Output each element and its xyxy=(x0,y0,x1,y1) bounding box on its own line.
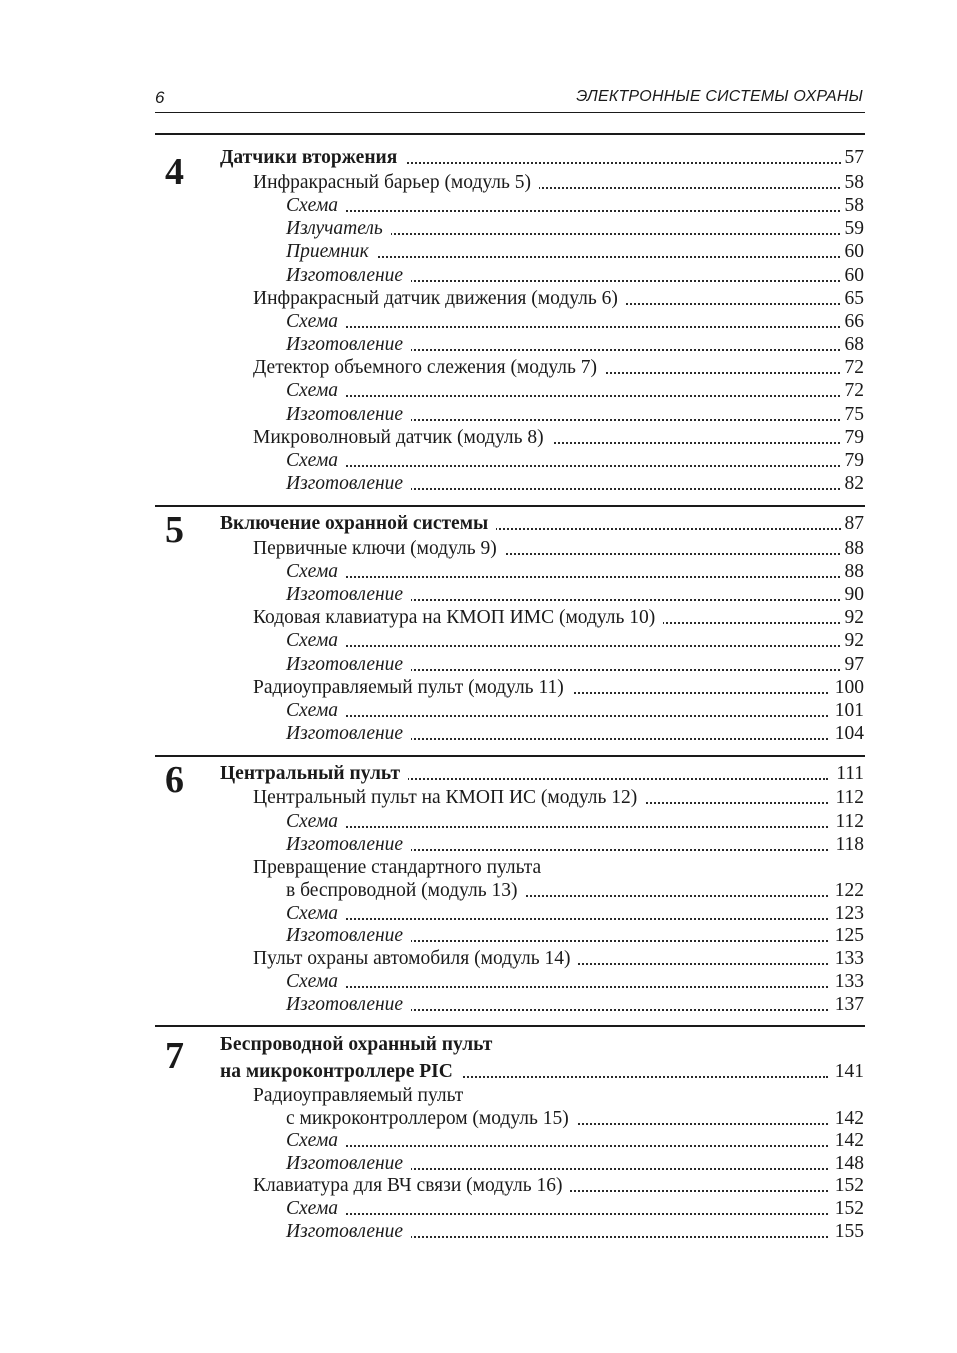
entry-page: 97 xyxy=(841,653,865,676)
entry-title: Изготовление xyxy=(286,1152,411,1175)
entry-page: 59 xyxy=(841,217,865,240)
entry-page: 72 xyxy=(841,379,865,402)
entry-page: 112 xyxy=(831,786,864,809)
toc-subentry xyxy=(286,722,864,745)
dot-leader xyxy=(286,645,844,647)
entry-page: 142 xyxy=(831,1107,864,1130)
entry-page: 111 xyxy=(832,762,864,785)
page-number: 6 xyxy=(155,88,165,107)
chapter-7-rule xyxy=(155,1025,865,1027)
entry-page: 142 xyxy=(831,1129,864,1152)
entry-page: 65 xyxy=(841,287,865,310)
toc-subentry xyxy=(286,1197,864,1220)
toc-chapter-7-title-continued xyxy=(220,1060,864,1083)
dot-leader xyxy=(286,210,844,212)
dot-leader xyxy=(286,395,844,397)
entry-title: Радиоуправляемый пульт (модуль 11) xyxy=(253,676,572,699)
entry-title: Центральный пульт xyxy=(220,762,408,785)
entry-title: на микроконтроллере PIC xyxy=(220,1060,461,1083)
dot-leader xyxy=(286,986,828,988)
toc-entry xyxy=(253,426,864,449)
entry-title: Изготовление xyxy=(286,993,411,1016)
chapter-4-rule xyxy=(155,133,865,135)
entry-page: 72 xyxy=(841,356,865,379)
entry-page: 58 xyxy=(841,171,865,194)
toc-subentry xyxy=(286,217,864,240)
entry-page: 123 xyxy=(831,902,864,925)
entry-page: 88 xyxy=(841,560,865,583)
entry-page: 79 xyxy=(841,426,865,449)
entry-title: Схема xyxy=(286,810,346,833)
entry-page: 141 xyxy=(831,1060,864,1083)
entry-title: Изготовление xyxy=(286,264,411,287)
entry-title: Центральный пульт на КМОП ИС (модуль 12) xyxy=(253,786,645,809)
entry-title: Излучатель xyxy=(286,217,391,240)
dot-leader xyxy=(286,576,844,578)
dot-leader xyxy=(286,1145,828,1147)
entry-page: 155 xyxy=(831,1220,864,1243)
entry-page: 148 xyxy=(831,1152,864,1175)
toc-chapter-4-title xyxy=(220,146,864,169)
entry-page: 58 xyxy=(841,194,865,217)
entry-page: 152 xyxy=(831,1174,864,1197)
entry-title: Схема xyxy=(286,699,346,722)
toc-subentry xyxy=(286,264,864,287)
toc-subentry xyxy=(286,1152,864,1175)
entry-title: Схема xyxy=(286,560,346,583)
entry-title: Инфракрасный барьер (модуль 5) xyxy=(253,171,539,194)
header-rule xyxy=(155,112,865,113)
toc-entry xyxy=(253,1174,864,1197)
entry-page: 92 xyxy=(841,606,865,629)
running-title: ЭЛЕКТРОННЫЕ СИСТЕМЫ ОХРАНЫ xyxy=(576,88,863,105)
toc-subentry xyxy=(286,472,864,495)
entry-page: 66 xyxy=(841,310,865,333)
entry-page: 100 xyxy=(831,676,864,699)
entry-page: 68 xyxy=(841,333,865,356)
entry-title: Изготовление xyxy=(286,924,411,947)
toc-subentry xyxy=(286,403,864,426)
toc-entry xyxy=(253,1084,864,1107)
entry-title: Инфракрасный датчик движения (модуль 6) xyxy=(253,287,626,310)
toc-entry xyxy=(253,356,864,379)
running-header xyxy=(155,88,865,110)
entry-title: Изготовление xyxy=(286,333,411,356)
chapter-6-rule xyxy=(155,755,865,757)
entry-title: Схема xyxy=(286,449,346,472)
entry-title: Схема xyxy=(286,379,346,402)
entry-title: Микроволновый датчик (модуль 8) xyxy=(253,426,552,449)
toc-subentry xyxy=(286,240,864,263)
toc-subentry xyxy=(286,194,864,217)
entry-title: Превращение стандартного пульта xyxy=(253,856,549,879)
toc-chapter-7-title xyxy=(220,1033,864,1056)
entry-title: Беспроводной охранный пульт xyxy=(220,1033,500,1056)
entry-page: 90 xyxy=(841,583,865,606)
entry-title: Схема xyxy=(286,970,346,993)
entry-title: Изготовление xyxy=(286,833,411,856)
toc-subentry xyxy=(286,333,864,356)
entry-title: Изготовление xyxy=(286,722,411,745)
toc-chapter-5-title xyxy=(220,512,864,535)
toc-subentry xyxy=(286,1129,864,1152)
toc-entry xyxy=(253,786,864,809)
toc-subentry xyxy=(286,1220,864,1243)
entry-title: Схема xyxy=(286,629,346,652)
entry-title: Изготовление xyxy=(286,1220,411,1243)
entry-title: Радиоуправляемый пульт xyxy=(253,1084,471,1107)
entry-title: с микроконтроллером (модуль 15) xyxy=(286,1107,577,1130)
toc-subentry xyxy=(286,810,864,833)
toc-entry-continued xyxy=(286,1107,864,1130)
entry-page: 87 xyxy=(841,512,865,535)
entry-page: 101 xyxy=(831,699,864,722)
toc-entry xyxy=(253,171,864,194)
toc-subentry xyxy=(286,699,864,722)
dot-leader xyxy=(286,326,844,328)
toc-entry xyxy=(253,537,864,560)
dot-leader xyxy=(286,715,828,717)
toc-subentry xyxy=(286,379,864,402)
dot-leader xyxy=(286,826,828,828)
chapter-7-number: 7 xyxy=(165,1035,184,1077)
toc-subentry xyxy=(286,993,864,1016)
entry-title: в беспроводной (модуль 13) xyxy=(286,879,526,902)
entry-title: Кодовая клавиатура на КМОП ИМС (модуль 10) xyxy=(253,606,663,629)
chapter-6-number: 6 xyxy=(165,759,184,801)
entry-page: 75 xyxy=(841,403,865,426)
toc-subentry xyxy=(286,310,864,333)
entry-page: 88 xyxy=(841,537,865,560)
toc-entry xyxy=(253,287,864,310)
entry-page: 152 xyxy=(831,1197,864,1220)
entry-title: Схема xyxy=(286,194,346,217)
toc-subentry xyxy=(286,449,864,472)
entry-title: Клавиатура для ВЧ связи (модуль 16) xyxy=(253,1174,570,1197)
entry-page: 92 xyxy=(841,629,865,652)
dot-leader xyxy=(286,465,844,467)
toc-subentry xyxy=(286,653,864,676)
chapter-5-rule xyxy=(155,505,865,507)
entry-title: Пульт охраны автомобиля (модуль 14) xyxy=(253,947,578,970)
toc-subentry xyxy=(286,629,864,652)
entry-page: 133 xyxy=(831,947,864,970)
entry-title: Детектор объемного слежения (модуль 7) xyxy=(253,356,605,379)
entry-title: Включение охранной системы xyxy=(220,512,496,535)
toc-entry xyxy=(253,947,864,970)
entry-page: 118 xyxy=(831,833,864,856)
entry-page: 133 xyxy=(831,970,864,993)
entry-page: 125 xyxy=(831,924,864,947)
entry-title: Изготовление xyxy=(286,583,411,606)
entry-title: Схема xyxy=(286,1197,346,1220)
toc-subentry xyxy=(286,560,864,583)
entry-title: Первичные ключи (модуль 9) xyxy=(253,537,505,560)
entry-page: 112 xyxy=(831,810,864,833)
dot-leader xyxy=(286,918,828,920)
entry-page: 79 xyxy=(841,449,865,472)
entry-page: 104 xyxy=(831,722,864,745)
entry-title: Приемник xyxy=(286,240,377,263)
entry-title: Схема xyxy=(286,902,346,925)
entry-title: Изготовление xyxy=(286,472,411,495)
entry-page: 82 xyxy=(841,472,865,495)
toc-subentry xyxy=(286,970,864,993)
toc-chapter-6-title xyxy=(220,762,864,785)
chapter-4-number: 4 xyxy=(165,151,184,193)
toc-entry xyxy=(253,856,864,879)
dot-leader xyxy=(286,1213,828,1215)
toc-subentry xyxy=(286,902,864,925)
entry-page: 60 xyxy=(841,264,865,287)
toc-entry xyxy=(253,676,864,699)
entry-page: 57 xyxy=(841,146,865,169)
entry-page: 137 xyxy=(831,993,864,1016)
toc-subentry xyxy=(286,833,864,856)
chapter-5-number: 5 xyxy=(165,509,184,551)
entry-title: Изготовление xyxy=(286,653,411,676)
entry-page: 122 xyxy=(831,879,864,902)
toc-entry-continued xyxy=(286,879,864,902)
toc-subentry xyxy=(286,924,864,947)
entry-title: Схема xyxy=(286,1129,346,1152)
entry-title: Изготовление xyxy=(286,403,411,426)
entry-title: Датчики вторжения xyxy=(220,146,405,169)
entry-page: 60 xyxy=(841,240,865,263)
toc-subentry xyxy=(286,583,864,606)
toc-entry xyxy=(253,606,864,629)
entry-title: Схема xyxy=(286,310,346,333)
